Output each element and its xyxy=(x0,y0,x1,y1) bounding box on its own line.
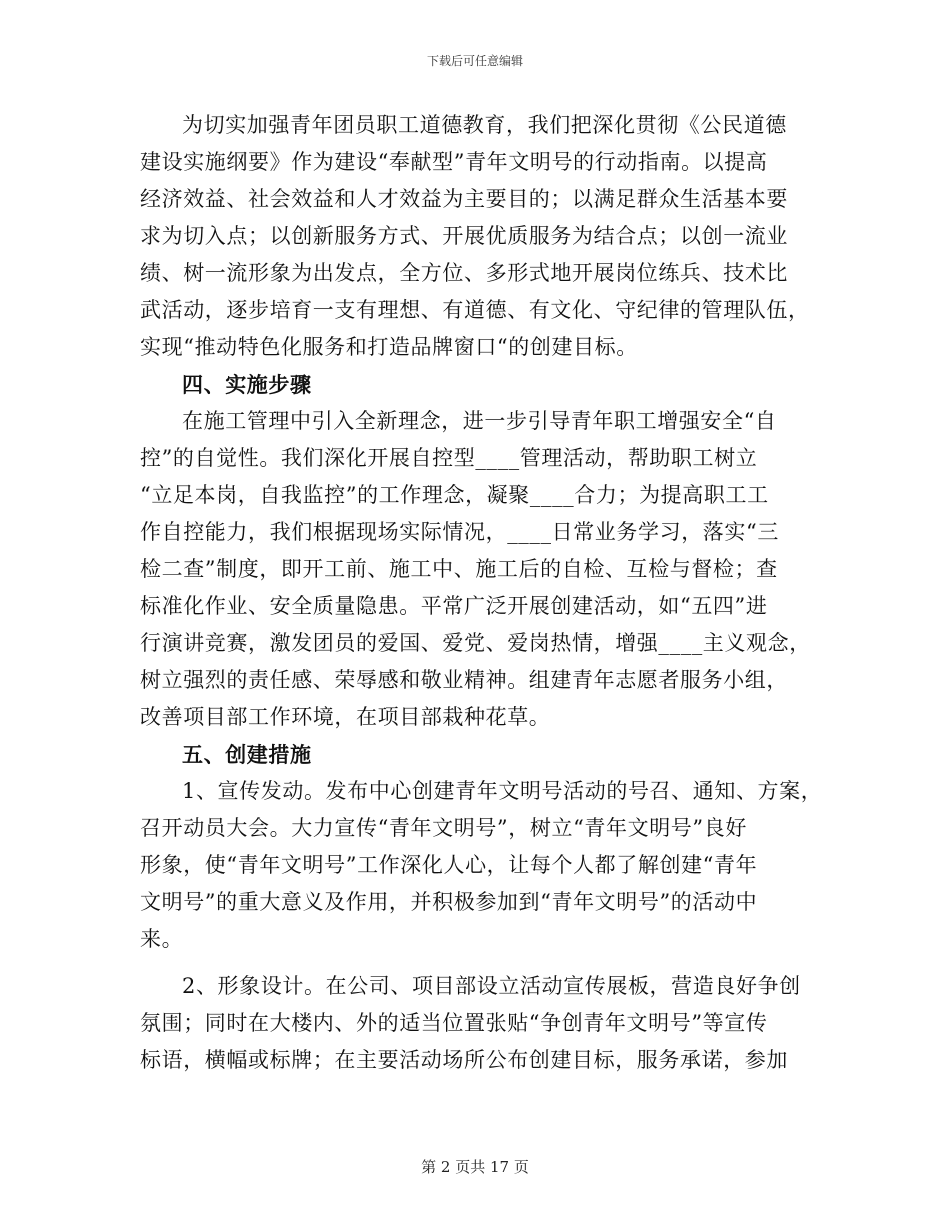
text-line: 形象，使“青年文明号”工作深化人心，让每个人都了解创建“青年 xyxy=(140,853,758,877)
text-line: 经济效益、社会效益和人才效益为主要目的；以满足群众生活基本要 xyxy=(140,187,788,211)
text-line: 1、宣传发动。发布中心创建青年文明号活动的号召、通知、方案， xyxy=(182,779,823,803)
paragraph-image-design xyxy=(140,968,820,1079)
text-line: 在施工管理中引入全新理念，进一步引导青年职工增强安全“自 xyxy=(182,409,777,433)
page-number-footer: 第 2 页共 17 页 xyxy=(421,1158,529,1176)
text-line: 标语，横幅或标牌；在主要活动场所公布创建目标，服务承诺，参加 xyxy=(140,1048,788,1072)
text-line: “立足本岗，自我监控”的工作理念，凝聚____合力；为提高职工工 xyxy=(140,483,769,507)
text-line: 文明号”的重大意义及作用，并积极参加到“青年文明号”的活动中 xyxy=(140,890,758,914)
text-line: 绩、树一流形象为出发点，全方位、多形式地开展岗位练兵、技术比 xyxy=(140,261,788,285)
paragraph-intro xyxy=(140,107,820,366)
text-line: 作自控能力，我们根据现场实际情况，____日常业务学习，落实“三 xyxy=(140,520,779,544)
text-line: 实现“推动特色化服务和打造品牌窗口“的创建目标。 xyxy=(140,335,638,359)
text-line: 改善项目部工作环境，在项目部栽种花草。 xyxy=(140,705,551,729)
text-line: 召开动员大会。大力宣传“青年文明号”，树立“青年文明号”良好 xyxy=(140,816,747,840)
page-header-note: 下载后可任意编辑 xyxy=(426,54,523,68)
paragraph-implementation xyxy=(140,403,820,736)
text-line: 求为切入点；以创新服务方式、开展优质服务为结合点；以创一流业 xyxy=(140,224,788,248)
text-line: 氛围；同时在大楼内、外的适当位置张贴“争创青年文明号”等宣传 xyxy=(140,1011,768,1035)
text-line: 检二查”制度，即开工前、施工中、施工后的自检、互检与督检；查 xyxy=(140,557,778,581)
text-line: 树立强烈的责任感、荣辱感和敬业精神。组建青年志愿者服务小组， xyxy=(140,668,788,692)
text-line: 来。 xyxy=(140,927,184,951)
text-line: 建设实施纲要》作为建设“奉献型”青年文明号的行动指南。以提高 xyxy=(140,150,768,174)
text-line: 武活动，逐步培育一支有理想、有道德、有文化、守纪律的管理队伍， xyxy=(140,298,810,322)
text-line: 为切实加强青年团员职工道德教育，我们把深化贯彻《公民道德 xyxy=(182,113,787,137)
section-heading-creation-measures: 五、创建措施 xyxy=(182,742,312,767)
text-line: 标准化作业、安全质量隐患。平常广泛开展创建活动，如“五四”进 xyxy=(140,594,768,618)
text-line: 2、形象设计。在公司、项目部设立活动宣传展板，营造良好争创 xyxy=(182,974,801,998)
text-line: 控”的自觉性。我们深化开展自控型____管理活动，帮助职工树立 xyxy=(140,446,758,470)
text-line: 行演讲竞赛，激发团员的爱国、爱党、爱岗热情，增强____主义观念， xyxy=(140,631,811,655)
paragraph-spacer xyxy=(140,958,820,968)
paragraph-publicity xyxy=(140,773,823,958)
section-heading-implementation-steps: 四、实施步骤 xyxy=(182,372,312,397)
document-body xyxy=(140,107,823,1079)
